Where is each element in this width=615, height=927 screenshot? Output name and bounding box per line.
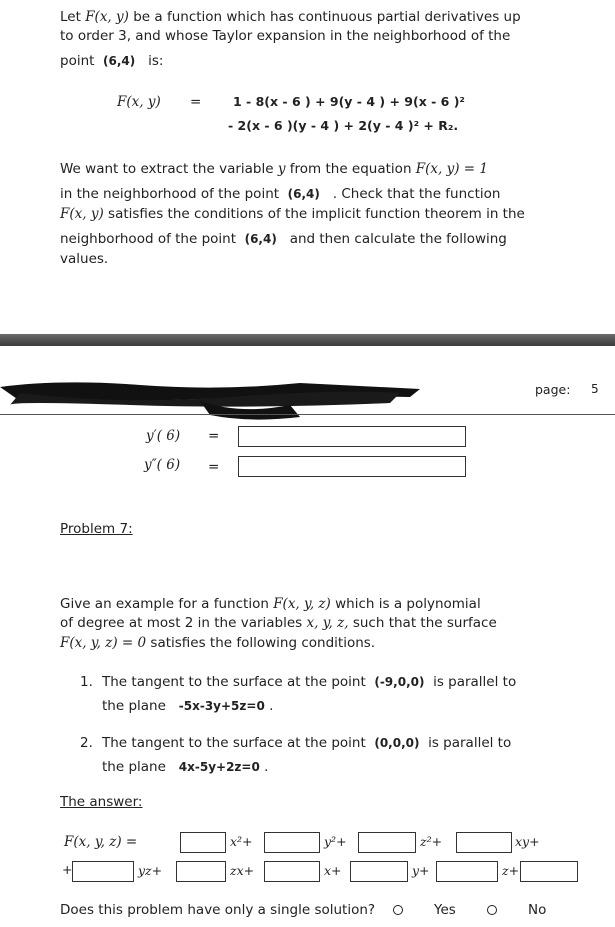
radio-yes-label: Yes: [434, 902, 456, 918]
coef-y-input[interactable]: [350, 861, 408, 882]
term-x: x+: [324, 863, 342, 878]
term-z: z+: [502, 863, 520, 878]
taylor-line-1: 1 - 8(x - 6 ) + 9(y - 4 ) + 9(x - 6 )²: [233, 94, 465, 109]
answer-leading-plus: +: [62, 862, 73, 877]
answer-lhs: F(x, y, z) =: [64, 834, 138, 850]
taylor-lhs: F(x, y): [117, 94, 161, 110]
term-x2: x²+: [230, 834, 253, 849]
page-rule: [0, 414, 615, 415]
answer-title: The answer:: [60, 794, 143, 810]
radio-no-label: No: [528, 902, 547, 918]
item-1-line-1: The tangent to the surface at the point (-9,0,0) is parallel to: [102, 674, 517, 690]
page-number: 5: [591, 382, 599, 396]
page-separator: [0, 334, 615, 346]
coef-xy-input[interactable]: [456, 832, 512, 853]
term-y: y+: [412, 863, 430, 878]
coef-x2-input[interactable]: [180, 832, 226, 853]
intro-line-1: Let F(x, y) be a function which has continuous partial derivatives up: [60, 9, 521, 25]
deriv-1-lhs: y′( 6): [146, 428, 181, 444]
term-zx: zx+: [230, 863, 255, 878]
item-2-line-1: The tangent to the surface at the point (0,0,0) is parallel to: [102, 735, 512, 751]
radio-yes[interactable]: [393, 905, 403, 915]
p7-line-1: Give an example for a function F(x, y, z) which is a polynomial: [60, 596, 481, 612]
deriv-2-eq: =: [208, 459, 220, 475]
constant-input[interactable]: [520, 861, 578, 882]
item-1-line-2: the plane -5x-3y+5z=0 .: [102, 698, 274, 714]
problem-title: Problem 7:: [60, 521, 133, 537]
coef-yz-input[interactable]: [72, 861, 134, 882]
deriv-1-eq: =: [208, 428, 220, 444]
term-z2: z²+: [420, 834, 443, 849]
deriv-2-input[interactable]: [238, 456, 466, 477]
coef-zx-input[interactable]: [176, 861, 226, 882]
deriv-2-lhs: y″( 6): [144, 457, 181, 473]
taylor-line-2: - 2(x - 6 )(y - 4 ) + 2(y - 4 )² + R₂.: [228, 118, 459, 133]
para2-line-4: neighborhood of the point (6,4) and then calculate the following: [60, 231, 507, 247]
uniqueness-question: Does this problem have only a single solution?: [60, 902, 376, 918]
term-yz: yz+: [138, 863, 163, 878]
p7-line-2: of degree at most 2 in the variables x, y, z, such that the surface: [60, 615, 497, 631]
term-xy: xy+: [515, 834, 540, 849]
coef-z2-input[interactable]: [358, 832, 416, 853]
redaction-scribble: [0, 375, 430, 425]
item-1-number: 1.: [80, 674, 93, 690]
item-2-number: 2.: [80, 735, 93, 751]
term-y2: y²+: [324, 834, 347, 849]
para2-line-5: values.: [60, 251, 109, 267]
radio-no[interactable]: [487, 905, 497, 915]
intro-line-3: point (6,4) is:: [60, 53, 164, 69]
coef-z-input[interactable]: [436, 861, 498, 882]
taylor-eq: =: [190, 94, 202, 110]
item-2-line-2: the plane 4x-5y+2z=0 .: [102, 759, 269, 775]
coef-x-input[interactable]: [264, 861, 320, 882]
intro-line-2: to order 3, and whose Taylor expansion in the neighborhood of the: [60, 28, 511, 44]
deriv-1-input[interactable]: [238, 426, 466, 447]
para2-line-1: We want to extract the variable y from the equation F(x, y) = 1: [60, 161, 489, 177]
p7-line-3: F(x, y, z) = 0 satisfies the following conditions.: [60, 635, 376, 651]
para2-line-3: F(x, y) satisfies the conditions of the implicit function theorem in the: [60, 206, 525, 222]
para2-line-2: in the neighborhood of the point (6,4) . Check that the function: [60, 186, 501, 202]
page-label: page:: [535, 382, 571, 397]
coef-y2-input[interactable]: [264, 832, 320, 853]
